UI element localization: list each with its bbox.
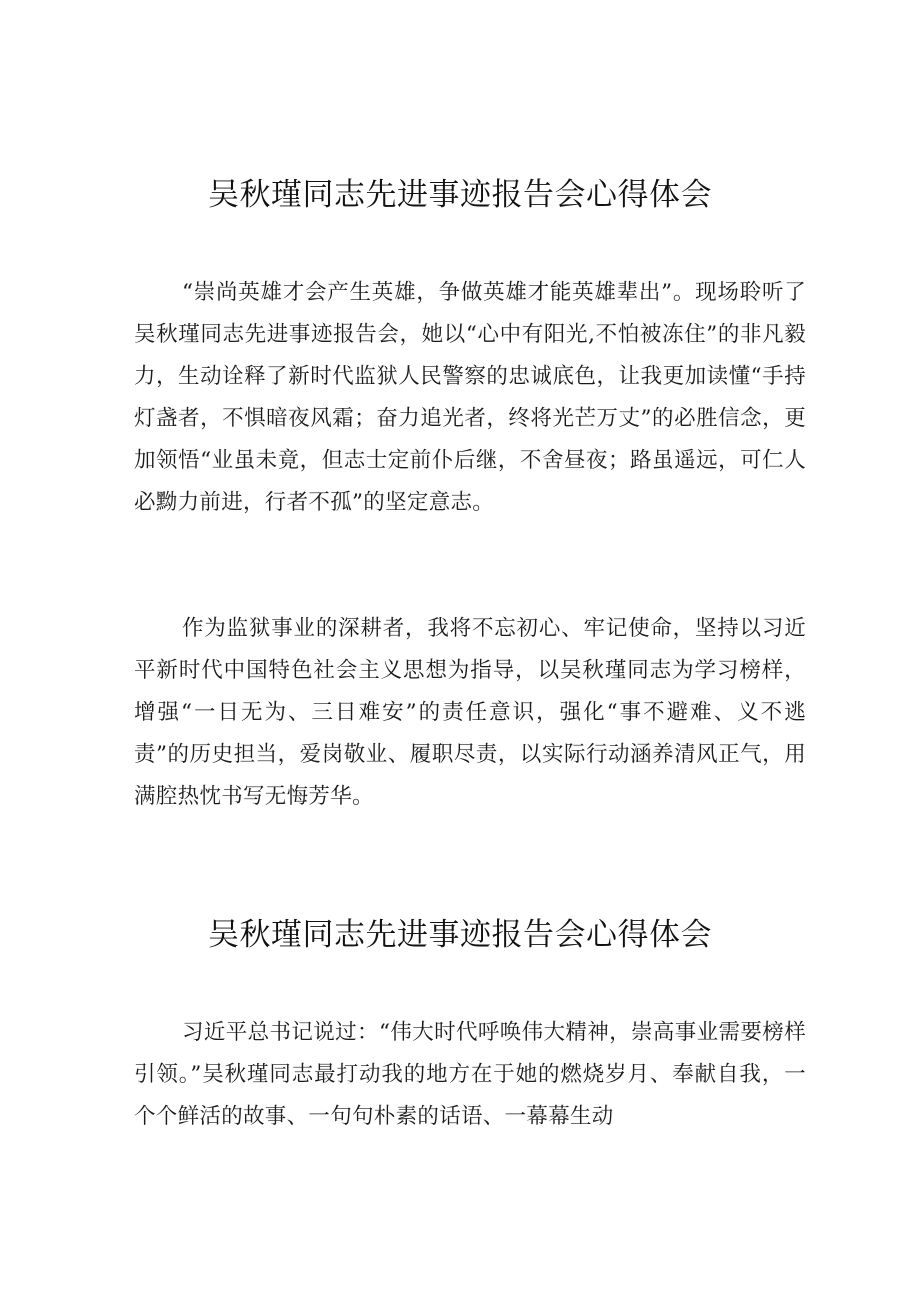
article-paragraph: “崇尚英雄才会产生英雄，争做英雄才能英雄辈出”。现场聆听了吴秋瑾同志先进事迹报告会，她以“心中有阳光,不怕被冻住”的非凡毅力，生动诠释了新时代监狱人民警察的忠诚底色，让我更加读懂“手持灯盏者，不惧暗夜风霜；奋力追光者，终将光芒万丈”的必胜信念，更加领悟“业虽未竟，但志士定前仆后继，不舍昼夜；路虽遥远，可仁人必黝力前进，行者不孤”的坚定意志。 <box>134 280 806 515</box>
article-title: 吴秋瑾同志先进事迹报告会心得体会 <box>208 177 712 213</box>
article-title: 吴秋瑾同志先进事迹报告会心得体会 <box>208 917 712 953</box>
article-paragraph: 作为监狱事业的深耕者，我将不忘初心、牢记使命，坚持以习近平新时代中国特色社会主义思想为指导，以吴秋瑾同志为学习榜样，增强“一日无为、三日难安”的责任意识，强化“事不避难、义不逃责”的历史担当，爱岗敬业、履职尽责，以实际行动涵养清风正气，用满腔热忱书写无悔芳华。 <box>134 616 806 809</box>
article-paragraph: 习近平总书记说过：“伟大时代呼唤伟大精神，崇高事业需要榜样引领。”吴秋瑾同志最打动我的地方在于她的燃烧岁月、奉献自我，一个个鲜活的故事、一句句朴素的话语、一幕幕生动 <box>134 1020 806 1129</box>
